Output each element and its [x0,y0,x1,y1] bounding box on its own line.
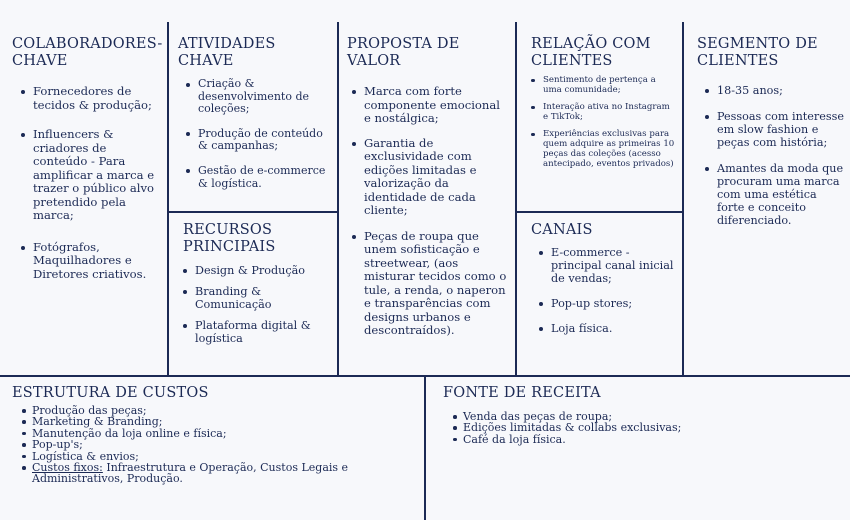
divider-v-bottom [424,376,426,520]
segmento-list [705,84,845,227]
section-recursos [183,222,333,353]
colaboradores-list [21,85,162,281]
list-item: Gestão de e-commerce & logística. [186,165,330,190]
list-item: Edições limitadas & collabs exclusivas; [453,422,843,433]
divider-v4 [682,22,684,376]
list-item: Produção das peças; [22,405,417,416]
list-item: Logística & envios; [22,451,417,462]
divider-h-relacao [516,211,683,213]
segmento-title: SEGMENTO DE CLIENTES [697,36,818,69]
list-item: Fotógrafos, Maquilhadores e Diretores criativos. [21,241,162,282]
canais-list [539,246,677,335]
relacao-title: RELAÇÃO COM CLIENTES [531,36,651,69]
section-custos [12,385,417,485]
custos-fixos-text: Infraestrutura e Operação, Custos Legais e [102,461,349,475]
list-item: Influencers & criadores de conteúdo - Para amplificar a marca e trazer o público alvo pretendido pela marca; [21,128,162,223]
atividades-list [186,78,330,190]
recursos-title: RECURSOS PRINCIPAIS [183,222,276,255]
custos-fixos-label: Custos fixos: [32,461,103,475]
receita-list [453,411,843,445]
custos-title: ESTRUTURA DE CUSTOS [12,385,209,401]
section-segmento [697,36,845,235]
receita-title: FONTE DE RECEITA [443,385,601,401]
list-item: Interação ativa no Instagram e TikTok; [531,102,677,122]
list-item: Peças de roupa que unem sofisticação e streetwear, (aos misturar tecidos como o tule, a renda, o naperon e transparências com designs urbanos e descontraídos). [352,230,509,338]
list-item-continuation [22,473,417,484]
canais-title: CANAIS [531,222,593,238]
list-item: Plataforma digital & logística [183,319,333,345]
atividades-title: ATIVIDADES CHAVE [178,36,276,69]
section-atividades [178,36,330,199]
list-item: Criação & desenvolvimento de coleções; [186,78,330,116]
divider-v1 [167,22,169,376]
list-item: Sentimento de pertença a uma comunidade; [531,75,677,95]
proposta-title: PROPOSTA DE VALOR [347,36,460,69]
divider-h-atividades [168,211,338,213]
list-item: Fornecedores de tecidos & produção; [21,85,162,112]
list-item: Pop-up's; [22,439,417,450]
list-item: Experiências exclusivas para quem adquire as primeiras 10 peças das coleções (acesso antecipado, eventos privados) [531,129,677,169]
list-item: Pop-up stores; [539,297,677,310]
section-colaboradores [12,36,162,292]
list-item: 18-35 anos; [705,84,845,97]
list-item: Marketing & Branding; [22,416,417,427]
relacao-list [531,75,677,169]
section-canais [531,222,677,343]
list-item: Amantes da moda que procuram uma marca com uma estética forte e conceito diferenciado. [705,162,845,227]
list-item: Pessoas com interesse em slow fashion e peças com história; [705,110,845,149]
list-item: E-commerce - principal canal inicial de vendas; [539,246,677,285]
proposta-list [352,85,509,338]
recursos-list [183,264,333,345]
custos-fixos-text2: Administrativos, Produção. [32,472,183,486]
list-item: Manutenção da loja online e física; [22,428,417,439]
list-item: Loja física. [539,322,677,335]
list-item: Marca com forte componente emocional e nostálgica; [352,85,509,126]
section-relacao [531,36,677,176]
list-item: Branding & Comunicação [183,285,333,311]
section-proposta [347,36,509,349]
divider-v2 [337,22,339,376]
list-item: Venda das peças de roupa; [453,411,843,422]
list-item: Garantia de exclusividade com edições limitadas e valorização da identidade de cada cliente; [352,137,509,218]
list-item: Café da loja física. [453,434,843,445]
section-receita [443,385,843,445]
list-item: Produção de conteúdo & campanhas; [186,128,330,153]
list-item: Design & Produção [183,264,333,277]
custos-list [22,405,417,485]
divider-v3 [515,22,517,376]
colaboradores-title: COLABORADORES-CHAVE [12,36,163,69]
